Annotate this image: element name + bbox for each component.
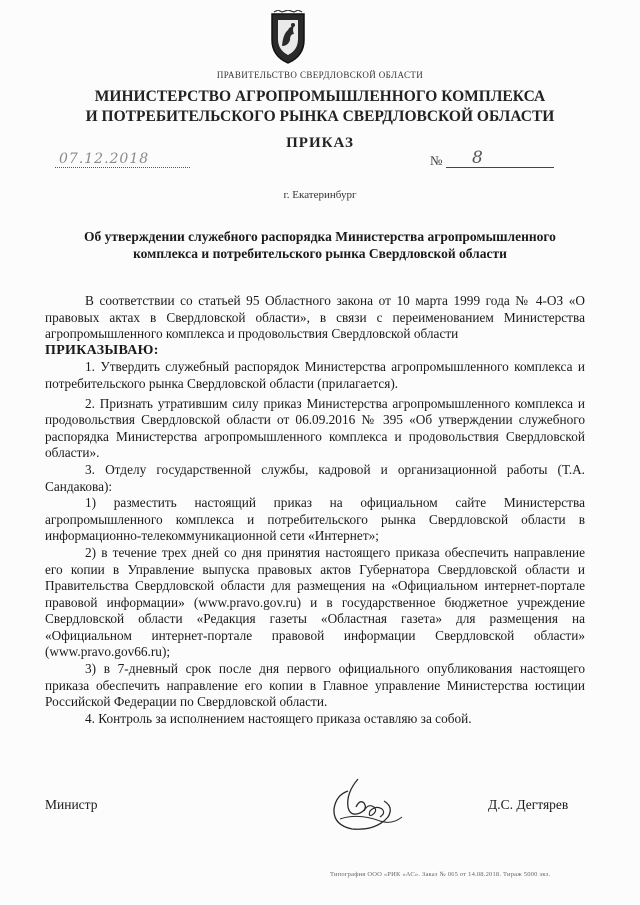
preamble-paragraph: В соответствии со статьей 95 Областного закона от 10 марта 1999 года № 4-ОЗ «О правовых актах в Свердловской области», в связи с переименованием Министерства агропромышленного комплекса и продовольствия Свердловской области	[45, 293, 585, 342]
order-keyword: ПРИКАЗЫВАЮ:	[45, 342, 159, 358]
document-type: ПРИКАЗ	[286, 135, 354, 151]
handwritten-signature	[318, 773, 410, 837]
order-date-field	[55, 150, 190, 170]
item-1: 1. Утвердить служебный распорядок Министерства агропромышленного комплекса и потребительского рынка Свердловской области (прилагается).	[45, 359, 585, 391]
order-subject-line2: комплекса и потребительского рынка Свердловской области	[133, 246, 507, 261]
ministry-name	[0, 87, 640, 127]
number-underline	[446, 167, 554, 168]
order-subject-line1: Об утверждении служебного распорядка Министерства агропромышленного	[84, 229, 556, 244]
order-date-handwritten: 07.12.2018	[59, 151, 150, 167]
order-number-label: №	[430, 153, 443, 168]
order-number-handwritten: 8	[472, 148, 483, 168]
ministry-name-line1: МИНИСТЕРСТВО АГРОПРОМЫШЛЕННОГО КОМПЛЕКСА	[94, 88, 546, 105]
printing-imprint: Типография ООО «РИК «АС». Заказ № 065 от 14.08.2018. Тираж 5000 экз.	[330, 871, 551, 878]
order-subject	[30, 228, 610, 262]
signer-name: Д.С. Дегтярев	[488, 797, 569, 812]
government-name: ПРАВИТЕЛЬСТВО СВЕРДЛОВСКОЙ ОБЛАСТИ	[216, 70, 424, 80]
item-3-subitem-3: 3) в 7-дневный срок после дня первого официального опубликования настоящего приказа обеспечить направление его копии в Главное управление Министерства юстиции Российской Федерации по Свердловской области.	[45, 661, 585, 710]
item-2: 2. Признать утратившим силу приказ Министерства агропромышленного комплекса и продовольствия Свердловской области от 06.09.2016 № 395 «Об утверждении служебного распорядка Министерства агропромышленного комплекса и продовольствия Свердловской области».	[45, 395, 585, 461]
signer-role: Министр	[45, 797, 98, 812]
item-4: 4. Контроль за исполнением настоящего приказа оставляю за собой.	[85, 710, 472, 726]
coat-of-arms-icon	[268, 10, 308, 66]
order-number-field	[446, 150, 554, 170]
date-underline	[55, 167, 190, 168]
item-3: 3. Отделу государственной службы, кадровой и организационной работы (Т.А. Сандакова):	[45, 461, 585, 494]
item-3-subitem-1: 1) разместить настоящий приказ на официальном сайте Министерства агропромышленного комплекса и потребительского рынка Свердловской области в информационно-телекоммуникационной сети «Интернет»;	[45, 495, 585, 544]
city: г. Екатеринбург	[283, 189, 357, 201]
order-body	[45, 293, 585, 727]
ministry-name-line2: И ПОТРЕБИТЕЛЬСКОГО РЫНКА СВЕРДЛОВСКОЙ ОБЛАСТИ	[85, 108, 555, 125]
item-3-subitem-2: 2) в течение трех дней со дня принятия настоящего приказа обеспечить направление его копии в Управление выпуска правовых актов Губернатора Свердловской области и Правительства Свердловской области для размещения на «Официальном интернет-портале правовой информации» (www.pravo.gov.ru) и в государственное бюджетное учреждение Свердловской области «Редакция газеты «Областная газета» для размещения на «Официальном интернет-портале правовой информации Свердловской области» (www.pravo.gov66.ru);	[45, 544, 585, 660]
